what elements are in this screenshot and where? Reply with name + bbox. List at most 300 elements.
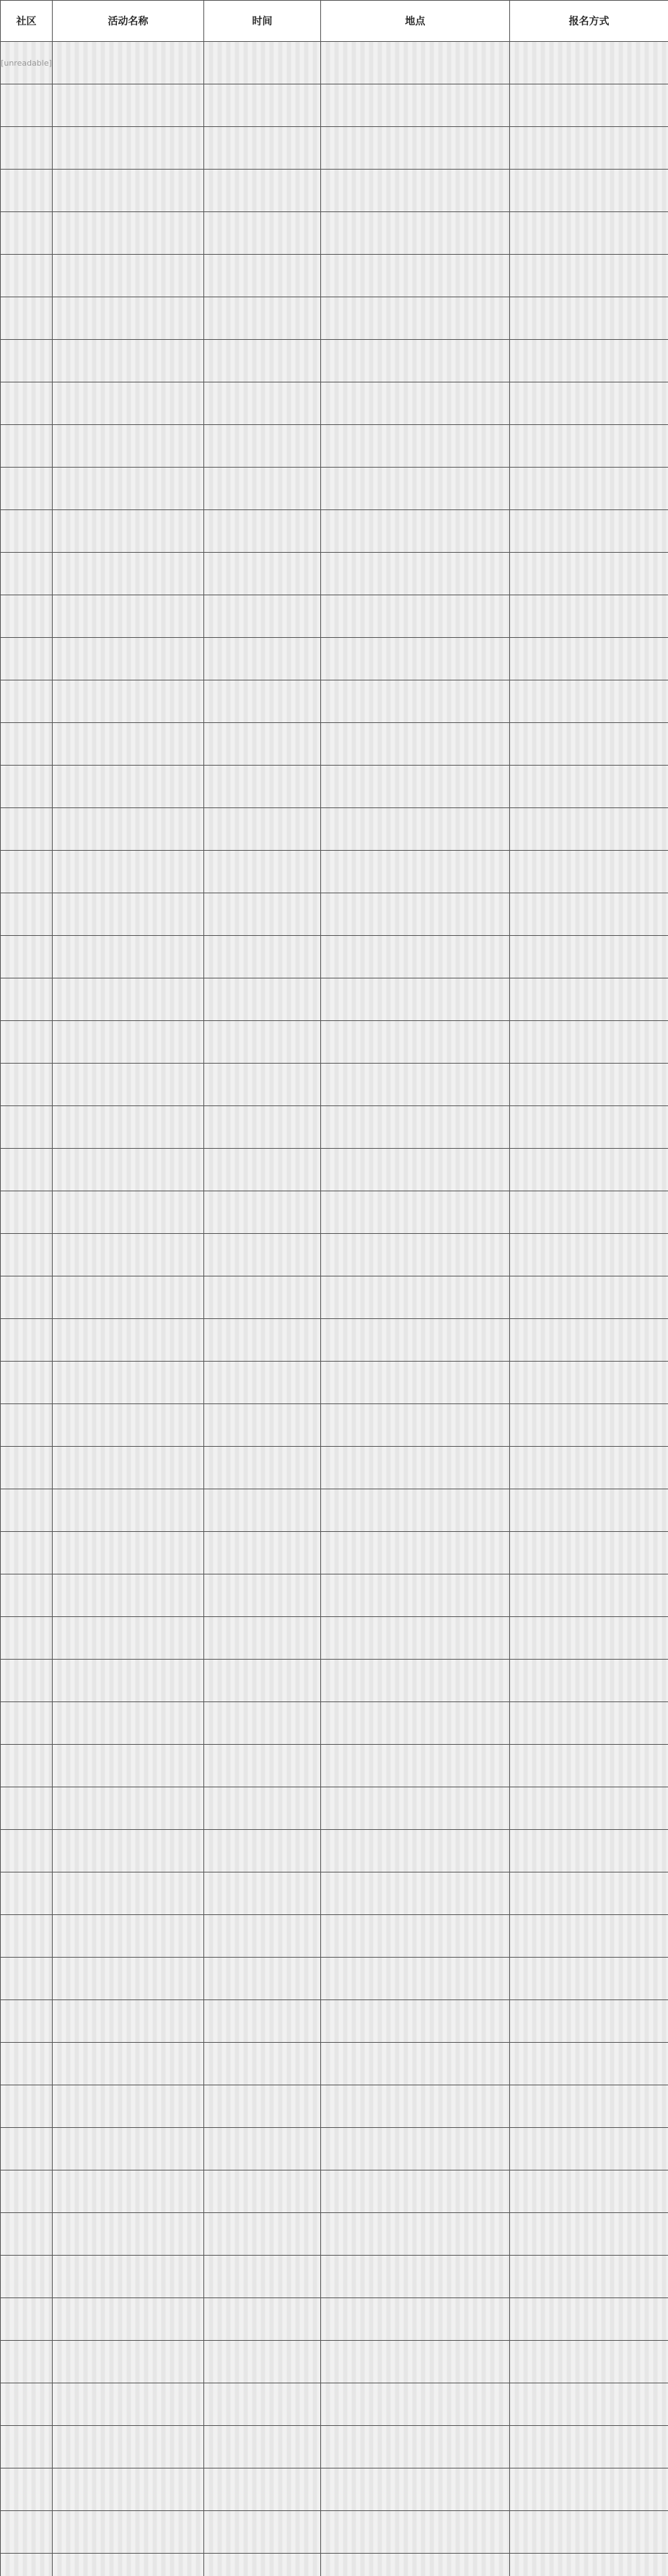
unreadable-cell: [53, 2170, 204, 2213]
unreadable-cell: [321, 1106, 510, 1149]
unreadable-cell: [204, 2170, 321, 2213]
unreadable-cell: [321, 1872, 510, 1915]
unreadable-cell: [204, 2213, 321, 2256]
unreadable-cell: [53, 1234, 204, 1276]
unreadable-cell: [321, 2085, 510, 2128]
unreadable-cell: [204, 808, 321, 851]
unreadable-cell: [321, 1149, 510, 1191]
table-row: [1, 255, 668, 297]
unreadable-cell: [204, 297, 321, 340]
unreadable-cell: [510, 2341, 668, 2383]
table-row: [1, 1447, 668, 1489]
unreadable-cell: [1, 808, 53, 851]
unreadable-cell: [321, 2000, 510, 2043]
table-row: [1, 2298, 668, 2341]
unreadable-cell: [53, 1787, 204, 1830]
unreadable-cell: [1, 1276, 53, 1319]
table-row: [1, 2511, 668, 2554]
unreadable-cell: [510, 297, 668, 340]
unreadable-cell: [510, 1872, 668, 1915]
unreadable-cell: [321, 1064, 510, 1106]
unreadable-cell: [1, 680, 53, 723]
unreadable-cell: [510, 936, 668, 978]
unreadable-cell: [204, 2000, 321, 2043]
unreadable-cell: [1, 936, 53, 978]
table-row: [1, 1915, 668, 1958]
table-row: [1, 382, 668, 425]
table-row: [1, 1660, 668, 1702]
unreadable-cell: [1, 1064, 53, 1106]
unreadable-cell: [510, 1958, 668, 2000]
table-row: [1, 510, 668, 553]
table-row: [1, 2426, 668, 2468]
table-row: [1, 2128, 668, 2170]
unreadable-cell: [53, 382, 204, 425]
unreadable-cell: [321, 1319, 510, 1362]
unreadable-cell: [53, 978, 204, 1021]
unreadable-cell: [1, 1745, 53, 1787]
unreadable-cell: [204, 340, 321, 382]
unreadable-cell: [510, 2383, 668, 2426]
unreadable-cell: [1, 2085, 53, 2128]
unreadable-cell: [53, 723, 204, 766]
table-row: [1, 680, 668, 723]
unreadable-cell: [53, 255, 204, 297]
unreadable-cell: [510, 425, 668, 468]
unreadable-cell: [321, 1958, 510, 2000]
unreadable-cell: [1, 978, 53, 1021]
unreadable-cell: [53, 84, 204, 127]
unreadable-cell: [510, 510, 668, 553]
unreadable-cell: [510, 1745, 668, 1787]
table-row: [1, 1787, 668, 1830]
unreadable-cell: [1, 851, 53, 893]
unreadable-cell: [53, 2554, 204, 2576]
unreadable-cell: [510, 1617, 668, 1660]
unreadable-cell: [53, 2043, 204, 2085]
unreadable-cell: [204, 1489, 321, 1532]
table-body: [1, 42, 668, 2576]
unreadable-cell: [204, 2426, 321, 2468]
unreadable-cell: [321, 255, 510, 297]
table-row: [1, 1149, 668, 1191]
table-row: [1, 1830, 668, 1872]
unreadable-cell: [204, 553, 321, 595]
table-row: [1, 2554, 668, 2576]
unreadable-cell: [510, 255, 668, 297]
unreadable-cell: [321, 766, 510, 808]
unreadable-cell: [321, 297, 510, 340]
unreadable-cell: [510, 2000, 668, 2043]
table-row: [1, 553, 668, 595]
table-row: [1, 2341, 668, 2383]
unreadable-cell: [53, 1617, 204, 1660]
unreadable-cell: [510, 680, 668, 723]
table-row: [1, 1532, 668, 1574]
unreadable-cell: [321, 1915, 510, 1958]
unreadable-cell: [321, 2170, 510, 2213]
unreadable-cell: [204, 766, 321, 808]
unreadable-cell: [321, 1362, 510, 1404]
unreadable-cell: [510, 1787, 668, 1830]
unreadable-cell: [204, 2085, 321, 2128]
unreadable-cell: [510, 1447, 668, 1489]
unreadable-cell: [1, 1787, 53, 1830]
header-activity-name: 活动名称: [53, 1, 204, 42]
unreadable-cell: [1, 1660, 53, 1702]
unreadable-cell: [204, 638, 321, 680]
unreadable-cell: [204, 1447, 321, 1489]
unreadable-cell: [321, 212, 510, 255]
unreadable-cell: [1, 1319, 53, 1362]
unreadable-cell: [204, 1872, 321, 1915]
unreadable-cell: [204, 1404, 321, 1447]
unreadable-cell: [204, 1574, 321, 1617]
unreadable-cell: [510, 2128, 668, 2170]
unreadable-cell: [53, 2511, 204, 2554]
unreadable-cell: [510, 340, 668, 382]
unreadable-cell: [1, 1489, 53, 1532]
unreadable-cell: [1, 1915, 53, 1958]
unreadable-cell: [204, 2256, 321, 2298]
unreadable-cell: [321, 127, 510, 170]
unreadable-cell: [204, 2043, 321, 2085]
table-row: [1, 638, 668, 680]
unreadable-cell: [321, 1787, 510, 1830]
unreadable-cell: [321, 2128, 510, 2170]
unreadable-cell: [53, 2426, 204, 2468]
unreadable-cell: [321, 2468, 510, 2511]
unreadable-cell: [53, 1319, 204, 1362]
unreadable-cell: [53, 1362, 204, 1404]
unreadable-cell: [1, 766, 53, 808]
unreadable-cell: [1, 723, 53, 766]
unreadable-cell: [510, 1234, 668, 1276]
unreadable-cell: [204, 2128, 321, 2170]
unreadable-cell: [510, 1064, 668, 1106]
table-row: [1, 766, 668, 808]
unreadable-cell: [53, 1915, 204, 1958]
unreadable-cell: [204, 1617, 321, 1660]
unreadable-cell: [510, 2256, 668, 2298]
unreadable-cell: [53, 2341, 204, 2383]
unreadable-cell: [510, 893, 668, 936]
table-row: [1, 425, 668, 468]
unreadable-cell: [204, 1362, 321, 1404]
unreadable-cell: [204, 127, 321, 170]
unreadable-cell: [321, 1830, 510, 1872]
unreadable-cell: [204, 1149, 321, 1191]
table-row: [1, 1276, 668, 1319]
unreadable-cell: [1, 2511, 53, 2554]
unreadable-cell: [321, 936, 510, 978]
unreadable-cell: [204, 382, 321, 425]
unreadable-cell: [53, 595, 204, 638]
unreadable-cell: [204, 1021, 321, 1064]
unreadable-cell: [510, 382, 668, 425]
unreadable-cell: [321, 1404, 510, 1447]
unreadable-cell: [53, 1574, 204, 1617]
unreadable-cell: [53, 2000, 204, 2043]
unreadable-cell: [510, 553, 668, 595]
unreadable-cell: [53, 1660, 204, 1702]
header-location: 地点: [321, 1, 510, 42]
unreadable-cell: [510, 1574, 668, 1617]
unreadable-cell: [53, 1106, 204, 1149]
unreadable-cell: [321, 2341, 510, 2383]
unreadable-cell: [204, 723, 321, 766]
unreadable-cell: [53, 1958, 204, 2000]
unreadable-cell: [53, 638, 204, 680]
unreadable-cell: [321, 1660, 510, 1702]
unreadable-cell: [204, 2383, 321, 2426]
unreadable-cell: [204, 680, 321, 723]
unreadable-cell: [204, 468, 321, 510]
unreadable-cell: [53, 1489, 204, 1532]
unreadable-cell: [510, 978, 668, 1021]
unreadable-cell: [321, 382, 510, 425]
table-row: [1, 2383, 668, 2426]
unreadable-cell: [1, 1404, 53, 1447]
table-row: [1, 1404, 668, 1447]
unreadable-cell: [1, 1830, 53, 1872]
unreadable-cell: [204, 1191, 321, 1234]
unreadable-cell: [321, 553, 510, 595]
unreadable-cell: [510, 127, 668, 170]
table-row: [1, 1191, 668, 1234]
unreadable-cell: [1, 1702, 53, 1745]
unreadable-cell: [321, 84, 510, 127]
unreadable-cell: [510, 1489, 668, 1532]
unreadable-cell: [53, 212, 204, 255]
unreadable-cell: [204, 425, 321, 468]
unreadable-cell: [204, 1702, 321, 1745]
unreadable-cell: [1, 2170, 53, 2213]
table-row: [1, 340, 668, 382]
unreadable-cell: [53, 553, 204, 595]
table-row: [1, 936, 668, 978]
unreadable-cell: [1, 1532, 53, 1574]
unreadable-cell: [321, 638, 510, 680]
unreadable-cell: [321, 1447, 510, 1489]
unreadable-cell: [53, 2383, 204, 2426]
table-row: [1, 1362, 668, 1404]
unreadable-cell: [1, 2426, 53, 2468]
table-row: [1, 42, 668, 84]
table-row: [1, 1234, 668, 1276]
unreadable-cell: [1, 1362, 53, 1404]
unreadable-cell: [321, 1617, 510, 1660]
header-signup: 报名方式: [510, 1, 668, 42]
table-row: [1, 2000, 668, 2043]
unreadable-cell: [510, 723, 668, 766]
unreadable-cell: [204, 1830, 321, 1872]
unreadable-cell: [1, 170, 53, 212]
table-row: [1, 851, 668, 893]
unreadable-cell: [unreadable]: [1, 42, 53, 84]
unreadable-cell: [1, 2256, 53, 2298]
unreadable-cell: [204, 2298, 321, 2341]
unreadable-cell: [1, 382, 53, 425]
unreadable-cell: [204, 84, 321, 127]
table-row: [1, 1702, 668, 1745]
unreadable-cell: [510, 1319, 668, 1362]
unreadable-cell: [321, 1021, 510, 1064]
unreadable-cell: [510, 808, 668, 851]
unreadable-cell: [510, 1276, 668, 1319]
header-time: 时间: [204, 1, 321, 42]
header-community: 社区: [1, 1, 53, 42]
table-row: [1, 2170, 668, 2213]
unreadable-cell: [53, 1745, 204, 1787]
unreadable-cell: [510, 2043, 668, 2085]
table-row: [1, 1106, 668, 1149]
unreadable-cell: [204, 170, 321, 212]
unreadable-cell: [510, 1532, 668, 1574]
unreadable-cell: [510, 1830, 668, 1872]
unreadable-cell: [510, 1915, 668, 1958]
unreadable-cell: [204, 510, 321, 553]
table-row: [1, 1489, 668, 1532]
unreadable-cell: [204, 255, 321, 297]
unreadable-cell: [321, 2298, 510, 2341]
unreadable-cell: [321, 851, 510, 893]
unreadable-cell: [53, 2468, 204, 2511]
unreadable-cell: [1, 1574, 53, 1617]
unreadable-cell: [510, 1021, 668, 1064]
unreadable-cell: [53, 2128, 204, 2170]
unreadable-cell: [53, 170, 204, 212]
table-row: [1, 1319, 668, 1362]
table-row: [1, 2043, 668, 2085]
unreadable-cell: [321, 1532, 510, 1574]
unreadable-cell: [204, 893, 321, 936]
unreadable-cell: [1, 297, 53, 340]
unreadable-cell: [510, 170, 668, 212]
unreadable-cell: [1, 1958, 53, 2000]
unreadable-cell: [510, 1702, 668, 1745]
unreadable-cell: [1, 255, 53, 297]
unreadable-cell: [53, 1532, 204, 1574]
table-row: [1, 1617, 668, 1660]
unreadable-cell: [510, 2170, 668, 2213]
unreadable-cell: [321, 1489, 510, 1532]
unreadable-cell: [1, 425, 53, 468]
unreadable-cell: [510, 638, 668, 680]
unreadable-cell: [321, 2511, 510, 2554]
unreadable-cell: [53, 1447, 204, 1489]
unreadable-cell: [53, 42, 204, 84]
unreadable-cell: [204, 595, 321, 638]
unreadable-cell: [204, 1276, 321, 1319]
unreadable-cell: [204, 1745, 321, 1787]
unreadable-cell: [1, 1149, 53, 1191]
unreadable-cell: [510, 2298, 668, 2341]
unreadable-cell: [53, 2085, 204, 2128]
table-row: [1, 2256, 668, 2298]
unreadable-cell: [1, 553, 53, 595]
unreadable-cell: [510, 766, 668, 808]
unreadable-cell: [510, 1191, 668, 1234]
unreadable-cell: [321, 1745, 510, 1787]
unreadable-cell: [321, 468, 510, 510]
unreadable-cell: [321, 2554, 510, 2576]
unreadable-cell: [321, 510, 510, 553]
unreadable-cell: [321, 340, 510, 382]
unreadable-cell: [204, 1915, 321, 1958]
table-row: [1, 978, 668, 1021]
unreadable-cell: [510, 42, 668, 84]
unreadable-cell: [321, 893, 510, 936]
unreadable-cell: [321, 2043, 510, 2085]
unreadable-cell: [510, 1660, 668, 1702]
unreadable-cell: [53, 936, 204, 978]
unreadable-cell: [510, 851, 668, 893]
unreadable-cell: [53, 808, 204, 851]
unreadable-cell: [1, 1191, 53, 1234]
unreadable-cell: [510, 1149, 668, 1191]
unreadable-cell: [321, 808, 510, 851]
unreadable-cell: [321, 1276, 510, 1319]
unreadable-cell: [53, 1149, 204, 1191]
unreadable-cell: [1, 2341, 53, 2383]
unreadable-cell: [1, 638, 53, 680]
unreadable-cell: [510, 2511, 668, 2554]
unreadable-cell: [321, 1234, 510, 1276]
unreadable-cell: [1, 2043, 53, 2085]
unreadable-cell: [1, 595, 53, 638]
unreadable-cell: [53, 2256, 204, 2298]
table-row: [1, 170, 668, 212]
table-row: [1, 723, 668, 766]
table-row: [1, 595, 668, 638]
unreadable-cell: [204, 1234, 321, 1276]
unreadable-cell: [204, 1106, 321, 1149]
unreadable-cell: [321, 723, 510, 766]
unreadable-cell: [53, 1702, 204, 1745]
table-row: [1, 893, 668, 936]
table-row: [1, 2213, 668, 2256]
unreadable-cell: [510, 2085, 668, 2128]
unreadable-cell: [53, 1064, 204, 1106]
table-row: [1, 1574, 668, 1617]
table-row: [1, 1872, 668, 1915]
unreadable-cell: [321, 425, 510, 468]
unreadable-cell: [204, 2341, 321, 2383]
unreadable-cell: [53, 1021, 204, 1064]
unreadable-cell: [53, 1830, 204, 1872]
unreadable-cell: [321, 2383, 510, 2426]
unreadable-cell: [53, 680, 204, 723]
unreadable-cell: [510, 1106, 668, 1149]
unreadable-cell: [510, 468, 668, 510]
unreadable-cell: [1, 2383, 53, 2426]
unreadable-cell: [53, 127, 204, 170]
unreadable-cell: [321, 1191, 510, 1234]
unreadable-cell: [53, 340, 204, 382]
unreadable-cell: [1, 212, 53, 255]
unreadable-cell: [321, 2213, 510, 2256]
unreadable-cell: [204, 936, 321, 978]
table-row: [1, 468, 668, 510]
unreadable-cell: [204, 1958, 321, 2000]
unreadable-cell: [321, 595, 510, 638]
table-row: [1, 1745, 668, 1787]
table-row: [1, 1021, 668, 1064]
unreadable-cell: [53, 2213, 204, 2256]
unreadable-cell: [1, 1872, 53, 1915]
unreadable-cell: [1, 893, 53, 936]
